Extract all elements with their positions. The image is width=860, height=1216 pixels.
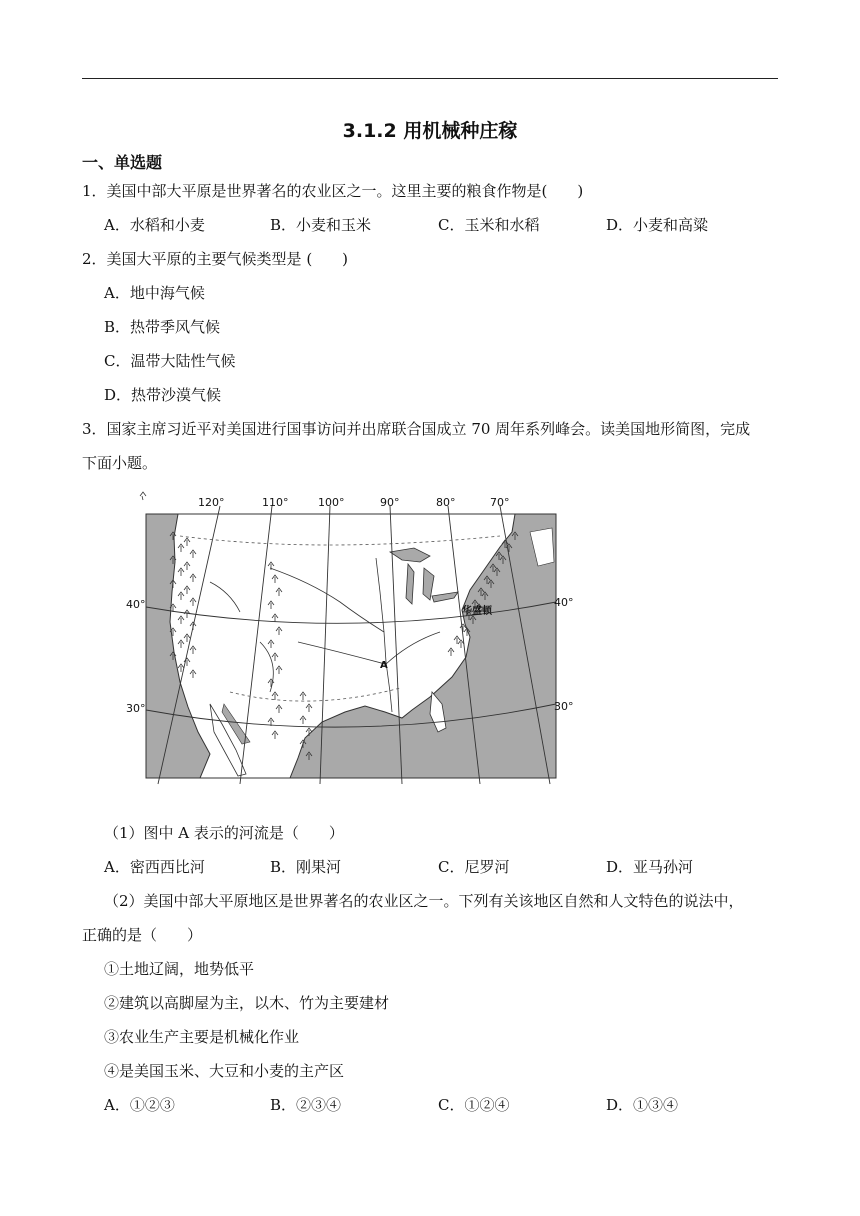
q3-stem-line1: 3．国家主席习近平对美国进行国事访问并出席联合国成立 70 周年系列峰会。读美国地形简图，完成	[82, 420, 751, 438]
header-rule	[82, 78, 778, 79]
q3-sub2-statement-2: ②建筑以高脚屋为主，以木、竹为主要建材	[104, 994, 390, 1012]
lat-label-30-left: 30°	[126, 702, 146, 715]
us-terrain-map	[126, 492, 574, 784]
q3-sub2-stem-line2: 正确的是（ ）	[82, 926, 203, 944]
q3-sub1-option-c[interactable]: C．尼罗河	[438, 858, 510, 876]
q1-stem: 1．美国中部大平原是世界著名的农业区之一。这里主要的粮食作物是( )	[82, 182, 584, 200]
lon-label-120: 120°	[198, 496, 225, 509]
q3-sub2-option-c[interactable]: C．①②④	[438, 1096, 510, 1114]
q3-stem-line2: 下面小题。	[82, 454, 158, 472]
river-label-a: A	[380, 660, 388, 671]
lon-label-90: 90°	[380, 496, 400, 509]
q2-option-a[interactable]: A．地中海气候	[104, 284, 205, 302]
q1-option-c[interactable]: C．玉米和水稻	[438, 216, 540, 234]
lon-label-70: 70°	[490, 496, 510, 509]
lat-label-40-left: 40°	[126, 598, 146, 611]
q3-sub2-option-a[interactable]: A．①②③	[104, 1096, 175, 1114]
q3-sub1-option-a[interactable]: A．密西西比河	[104, 858, 205, 876]
lat-label-30-right: 30°	[554, 700, 574, 713]
q3-sub1-option-d[interactable]: D．亚马孙河	[606, 858, 694, 876]
q2-stem: 2．美国大平原的主要气候类型是 ( )	[82, 250, 349, 268]
q3-sub1-option-b[interactable]: B．刚果河	[270, 858, 342, 876]
q3-sub2-option-d[interactable]: D．①③④	[606, 1096, 679, 1114]
q2-option-b[interactable]: B．热带季风气候	[104, 318, 221, 336]
q2-option-d[interactable]: D．热带沙漠气候	[104, 386, 222, 404]
q1-option-b[interactable]: B．小麦和玉米	[270, 216, 372, 234]
q3-sub2-stem-line1: （2）美国中部大平原地区是世界著名的农业区之一。下列有关该地区自然和人文特色的说法中，	[104, 892, 744, 910]
page-title: 3.1.2 用机械种庄稼	[342, 120, 518, 142]
q2-option-c[interactable]: C．温带大陆性气候	[104, 352, 236, 370]
q3-sub2-statement-3: ③农业生产主要是机械化作业	[104, 1028, 300, 1046]
q1-option-d[interactable]: D．小麦和高粱	[606, 216, 709, 234]
q3-sub2-statement-4: ④是美国玉米、大豆和小麦的主产区	[104, 1062, 345, 1080]
q3-sub1-stem: （1）图中 A 表示的河流是（ ）	[104, 824, 344, 842]
city-label-washington: 华盛顿	[462, 606, 492, 617]
lon-label-110: 110°	[262, 496, 289, 509]
lat-label-40-right: 40°	[554, 596, 574, 609]
q3-sub2-statement-1: ①土地辽阔，地势低平	[104, 960, 255, 978]
lon-label-80: 80°	[436, 496, 456, 509]
q1-option-a[interactable]: A．水稻和小麦	[104, 216, 205, 234]
lon-label-100: 100°	[318, 496, 345, 509]
q3-sub2-option-b[interactable]: B．②③④	[270, 1096, 342, 1114]
section-heading: 一、单选题	[82, 153, 163, 172]
